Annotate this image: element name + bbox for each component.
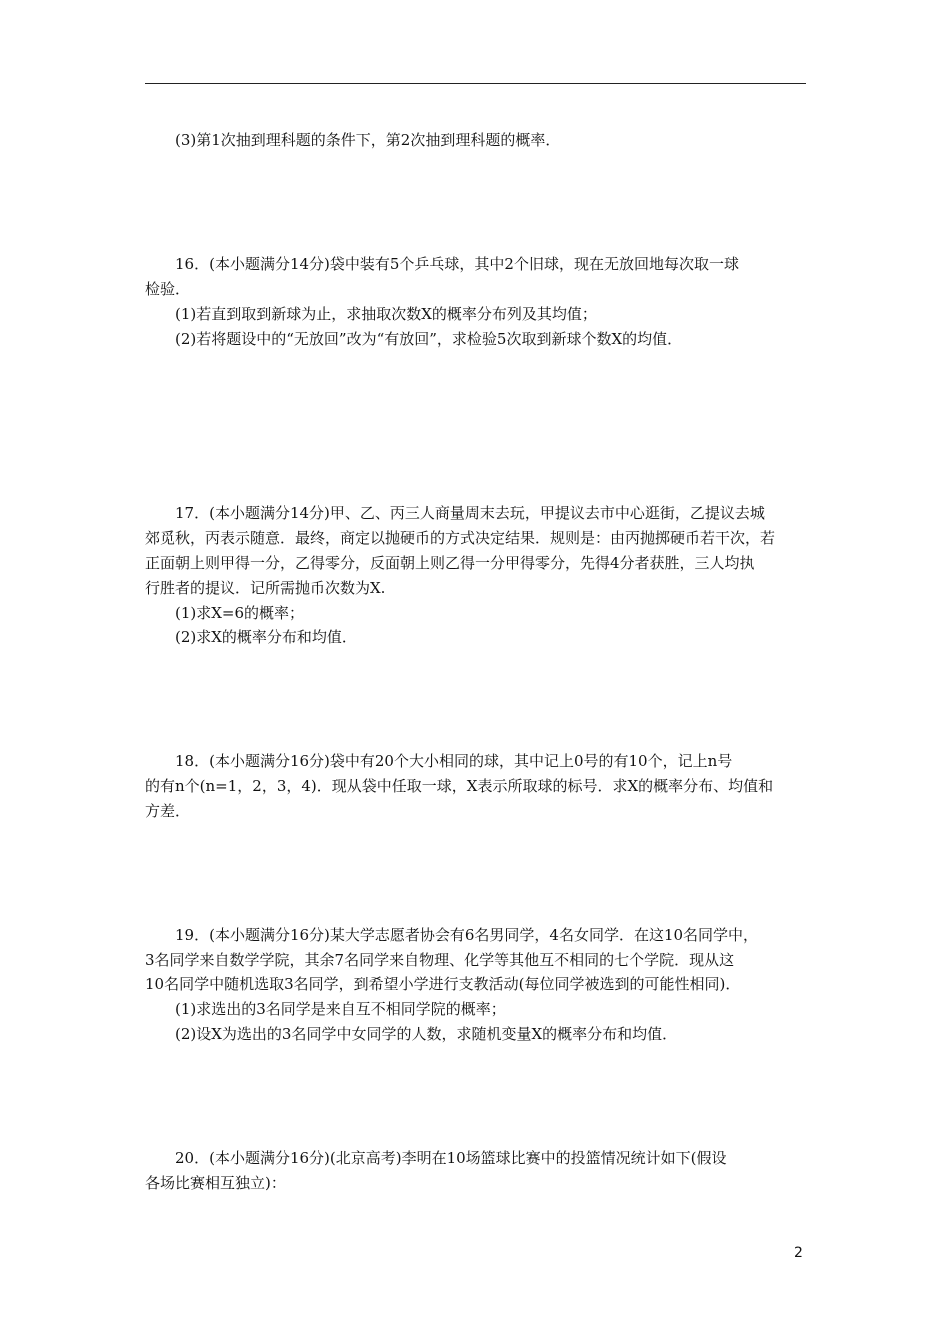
q19-part2: (2)设X为选出的3名同学中女同学的人数，求随机变量X的概率分布和均值．	[175, 1025, 678, 1043]
q18-line2: 的有n个(n=1，2，3，4)．现从袋中任取一球，X表示所取球的标号．求X的概率分布、均值和	[145, 777, 774, 795]
q20-line1: 20．(本小题满分16分)(北京高考)李明在10场篮球比赛中的投篮情况统计如下(假设	[175, 1149, 727, 1167]
q17-line2: 郊觅秋，丙表示随意．最终，商定以抛硬币的方式决定结果．规则是：由丙抛掷硬币若干次，若	[145, 529, 776, 547]
q16-part2: (2)若将题设中的“无放回”改为“有放回”，求检验5次取到新球个数X的均值．	[175, 330, 683, 348]
page-number: 2	[794, 1245, 803, 1261]
q15-part3: (3)第1次抽到理科题的条件下，第2次抽到理科题的概率．	[175, 131, 561, 149]
q18-line1: 18．(本小题满分16分)袋中有20个大小相同的球，其中记上0号的有10个，记上n号	[175, 752, 733, 770]
q19-line3: 10名同学中随机选取3名同学，到希望小学进行支教活动(每位同学被选到的可能性相同)．	[145, 975, 741, 993]
q17-line1: 17．(本小题满分14分)甲、乙、丙三人商量周末去玩，甲提议去市中心逛街，乙提议去城	[175, 504, 765, 522]
header-rule	[145, 83, 806, 84]
q16-line1: 16．(本小题满分14分)袋中装有5个乒乓球，其中2个旧球，现在无放回地每次取一球	[175, 255, 739, 273]
q18-line3: 方差．	[145, 802, 191, 820]
q16-line2: 检验．	[145, 280, 191, 298]
q19-line2: 3名同学来自数学学院，其余7名同学来自物理、化学等其他互不相同的七个学院．现从这	[145, 951, 735, 969]
q17-part2: (2)求X的概率分布和均值．	[175, 628, 357, 646]
q17-line4: 行胜者的提议．记所需抛币次数为X.	[145, 579, 386, 597]
q20-line2: 各场比赛相互独立)：	[145, 1174, 286, 1192]
q16-part1: (1)若直到取到新球为止，求抽取次数X的概率分布列及其均值；	[175, 305, 597, 323]
q19-line1: 19．(本小题满分16分)某大学志愿者协会有6名男同学，4名女同学．在这10名同学中，	[175, 926, 759, 944]
q19-part1: (1)求选出的3名同学是来自互不相同学院的概率；	[175, 1000, 506, 1018]
q17-line3: 正面朝上则甲得一分，乙得零分，反面朝上则乙得一分甲得零分，先得4分者获胜，三人均执	[145, 554, 755, 572]
q17-part1: (1)求X=6的概率；	[175, 604, 305, 622]
